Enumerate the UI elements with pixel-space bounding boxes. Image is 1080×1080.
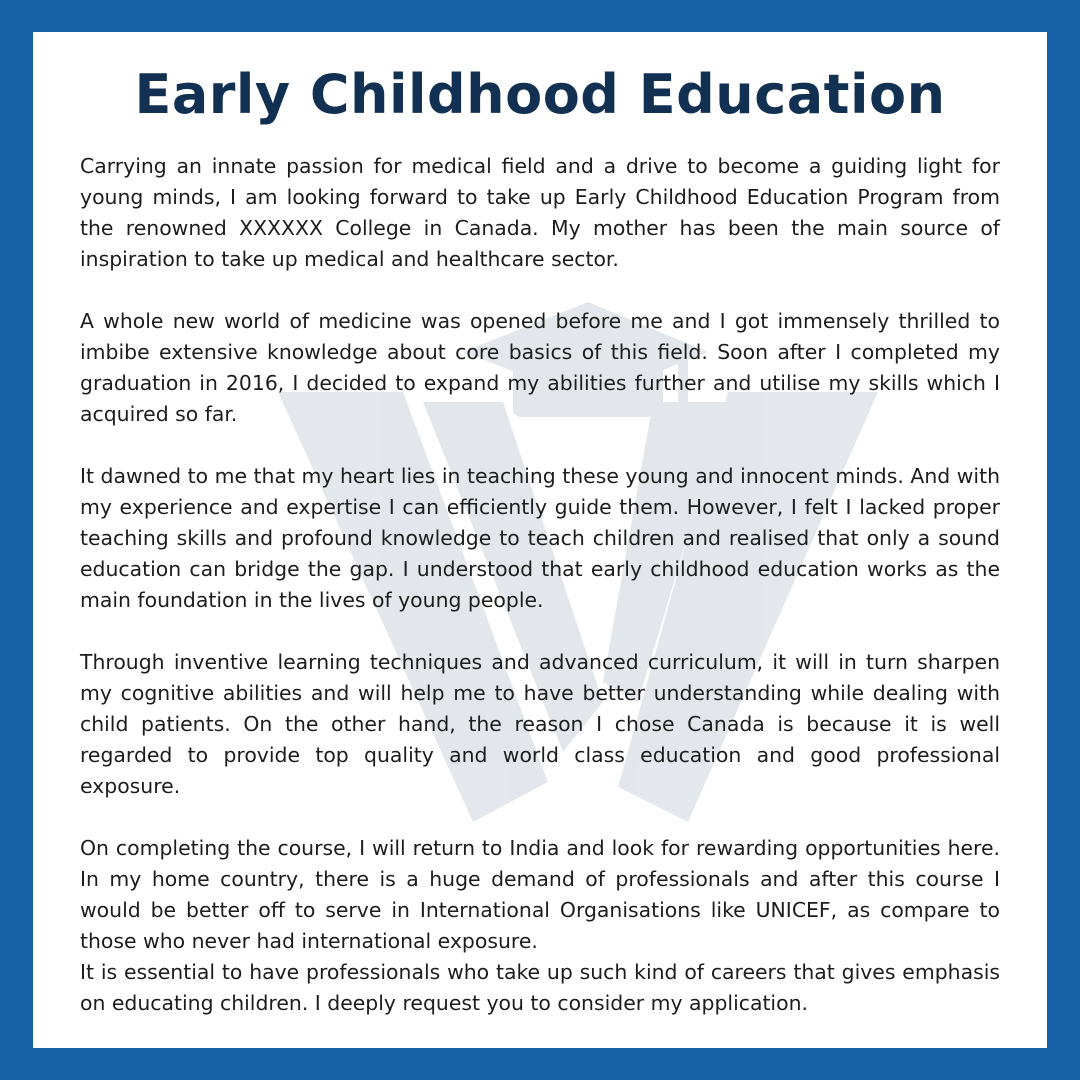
paragraph-4: Through inventive learning techniques and advanced curriculum, it will in turn sharpen my cognitive abilities and will help me to have better understanding while dealing with child patients. On the other hand, the reason I chose Canada is because it is well regarded to provide top quality and world class education and good professional exposure. — [80, 650, 1000, 798]
paragraph-6: It is essential to have professionals who take up such kind of careers that gives emphasis on educating children. I deeply request you to consider my application. — [80, 960, 1000, 1015]
paragraph-3: It dawned to me that my heart lies in teaching these young and innocent minds. And with my experience and expertise I can efficiently guide them. However, I felt I lacked proper teaching skills and profound knowledge to teach children and realised that only a sound education can bridge the gap. I understood that early childhood education works as the main foundation in the lives of young people. — [80, 464, 1000, 612]
paragraph-1: Carrying an innate passion for medical field and a drive to become a guiding light for young minds, I am looking forward to take up Early Childhood Education Program from the renowned XXXXXX College in Canada. My mother has been the main source of inspiration to take up medical and healthcare sector. — [80, 154, 1000, 271]
document-card — [33, 32, 1047, 1048]
paragraph-5: On completing the course, I will return to India and look for rewarding opportunities here. In my home country, there is a huge demand of professionals and after this course I would be better off to serve in International Organisations like UNICEF, as compare to those who never had international exposure. — [80, 836, 1000, 953]
page-title: Early Childhood Education — [134, 63, 946, 126]
essay-body — [80, 151, 1000, 1019]
paragraph-2: A whole new world of medicine was opened before me and I got immensely thrilled to imbibe extensive knowledge about core basics of this field. Soon after I completed my graduation in 2016, I decided to expand my abilities further and utilise my skills which I acquired so far. — [80, 309, 1000, 426]
